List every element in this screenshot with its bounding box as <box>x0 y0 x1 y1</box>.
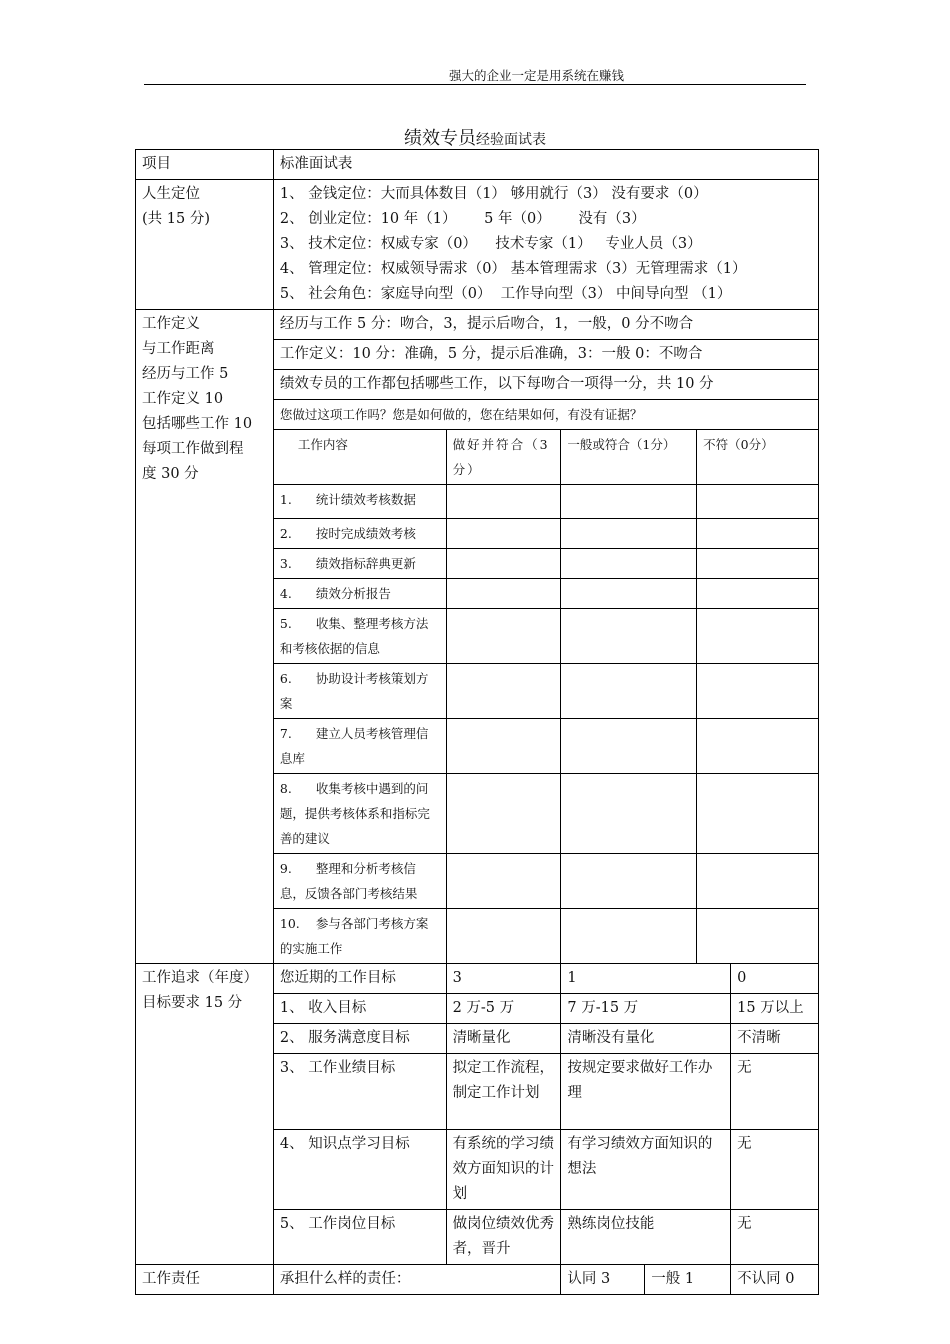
header-slogan: 强大的企业一定是用系统在赚钱 <box>449 68 625 83</box>
task-text: 整理和分析考核信息，反馈各部门考核结果 <box>279 861 418 901</box>
task-row: 7. 建立人员考核管理信息库 <box>136 719 819 774</box>
task-text: 绩效分析报告 <box>315 586 391 601</box>
task-row: 3. 绩效指标辞典更新 <box>136 549 819 579</box>
option-disagree: 不认同 0 <box>731 1265 819 1295</box>
task-row: 10. 参与各部门考核方案的实施工作 <box>136 909 819 964</box>
life-line-mgmt: 4、 管理定位：权威领导需求（0） 基本管理需求（3）无管理需求（1） <box>279 261 747 277</box>
task-row: 5. 收集、整理考核方法和考核依据的信息 <box>136 609 819 664</box>
document-title <box>0 124 950 150</box>
task-text: 协助设计考核策划方案 <box>279 671 429 711</box>
life-line-tech: 3、 技术定位：权威专家（0） 技术专家（1） 专业人员（3） <box>279 236 702 252</box>
page-header <box>144 66 806 85</box>
section1-lines <box>273 180 818 310</box>
col-task-normal: 一般或符合（1分） <box>561 430 697 485</box>
life-line-money: 1、 金钱定位：大而具体数目（1） 够用就行（3） 没有要求（0） <box>279 186 708 202</box>
col-task-none: 不符（0分） <box>697 430 819 485</box>
title-sub: 经验面试表 <box>476 132 546 148</box>
col-task-good: 做好并符合（3分） <box>446 430 561 485</box>
task-row: 2. 按时完成绩效考核 <box>136 519 819 549</box>
section1-label: 人生定位 (共 15 分) <box>136 180 274 310</box>
task-text: 建立人员考核管理信息库 <box>279 726 429 766</box>
head-item: 项目 <box>136 150 274 180</box>
goal-header-0: 0 <box>731 964 819 994</box>
rule-question: 您做过这项工作吗？您是如何做的，您在结果如何，有没有证据？ <box>273 400 818 430</box>
section-life-position <box>136 180 819 310</box>
goal-header-label: 您近期的工作目标 <box>273 964 446 994</box>
section4-label: 工作责任 <box>136 1265 274 1295</box>
rule-experience: 经历与工作 5 分：吻合，3，提示后吻合，1，一般，0 分不吻合 <box>273 310 818 340</box>
task-text: 收集、整理考核方法和考核依据的信息 <box>279 616 429 656</box>
task-row: 9. 整理和分析考核信息，反馈各部门考核结果 <box>136 854 819 909</box>
responsibility-question: 承担什么样的责任： <box>273 1265 561 1295</box>
goal-row: 1、 收入目标 2 万-5 万 7 万-15 万 15 万以上 <box>136 994 819 1024</box>
title-main: 绩效专员 <box>404 128 476 149</box>
life-line-startup: 2、 创业定位：10 年（1） 5 年（0） 没有（3） <box>279 211 646 227</box>
task-row: 6. 协助设计考核策划方案 <box>136 664 819 719</box>
goal-row: 3、 工作业绩目标 拟定工作流程，制定工作计划 按规定要求做好工作办理 无 <box>136 1054 819 1130</box>
goal-row: 4、 知识点学习目标 有系统的学习绩效方面知识的计划 有学习绩效方面知识的想法 无 <box>136 1130 819 1210</box>
table-head-row <box>136 150 819 180</box>
head-standard: 标准面试表 <box>273 150 818 180</box>
option-normal: 一般 1 <box>645 1265 731 1295</box>
task-text: 参与各部门考核方案的实施工作 <box>279 916 429 956</box>
task-row: 8. 收集考核中遇到的问题，提供考核体系和指标完善的建议 <box>136 774 819 854</box>
task-text: 统计绩效考核数据 <box>315 492 416 507</box>
task-row: 4. 绩效分析报告 <box>136 579 819 609</box>
col-task-content: 工作内容 <box>273 430 446 485</box>
rule-tasks: 绩效专员的工作都包括哪些工作，以下每吻合一项得一分，共 10 分 <box>273 370 818 400</box>
task-text: 按时完成绩效考核 <box>315 526 416 541</box>
life-line-social: 5、 社会角色：家庭导向型（0） 工作导向型（3） 中间导向型 （1） <box>279 286 732 302</box>
task-row: 1. 统计绩效考核数据 <box>136 485 819 519</box>
goal-header-1: 1 <box>561 964 731 994</box>
task-text: 绩效指标辞典更新 <box>315 556 416 571</box>
goal-row: 5、 工作岗位目标 做岗位绩效优秀者，晋升 熟练岗位技能 无 <box>136 1210 819 1265</box>
section2-label: 工作定义 与工作距离 经历与工作 5 工作定义 10 包括哪些工作 10 每项工作做到程 度 30 分 <box>136 310 274 964</box>
section3-label: 工作追求（年度） 目标要求 15 分 <box>136 964 274 1265</box>
interview-table <box>135 149 819 1295</box>
task-text: 收集考核中遇到的问题，提供考核体系和指标完善的建议 <box>279 781 430 846</box>
goal-row: 2、 服务满意度目标 清晰量化 清晰没有量化 不清晰 <box>136 1024 819 1054</box>
goal-header-row <box>136 964 819 994</box>
rule-definition: 工作定义：10 分：准确，5 分，提示后准确，3：一般 0：不吻合 <box>273 340 818 370</box>
goal-header-3: 3 <box>446 964 561 994</box>
option-agree: 认同 3 <box>561 1265 645 1295</box>
section-work-definition <box>136 310 819 340</box>
section-responsibility <box>136 1265 819 1295</box>
